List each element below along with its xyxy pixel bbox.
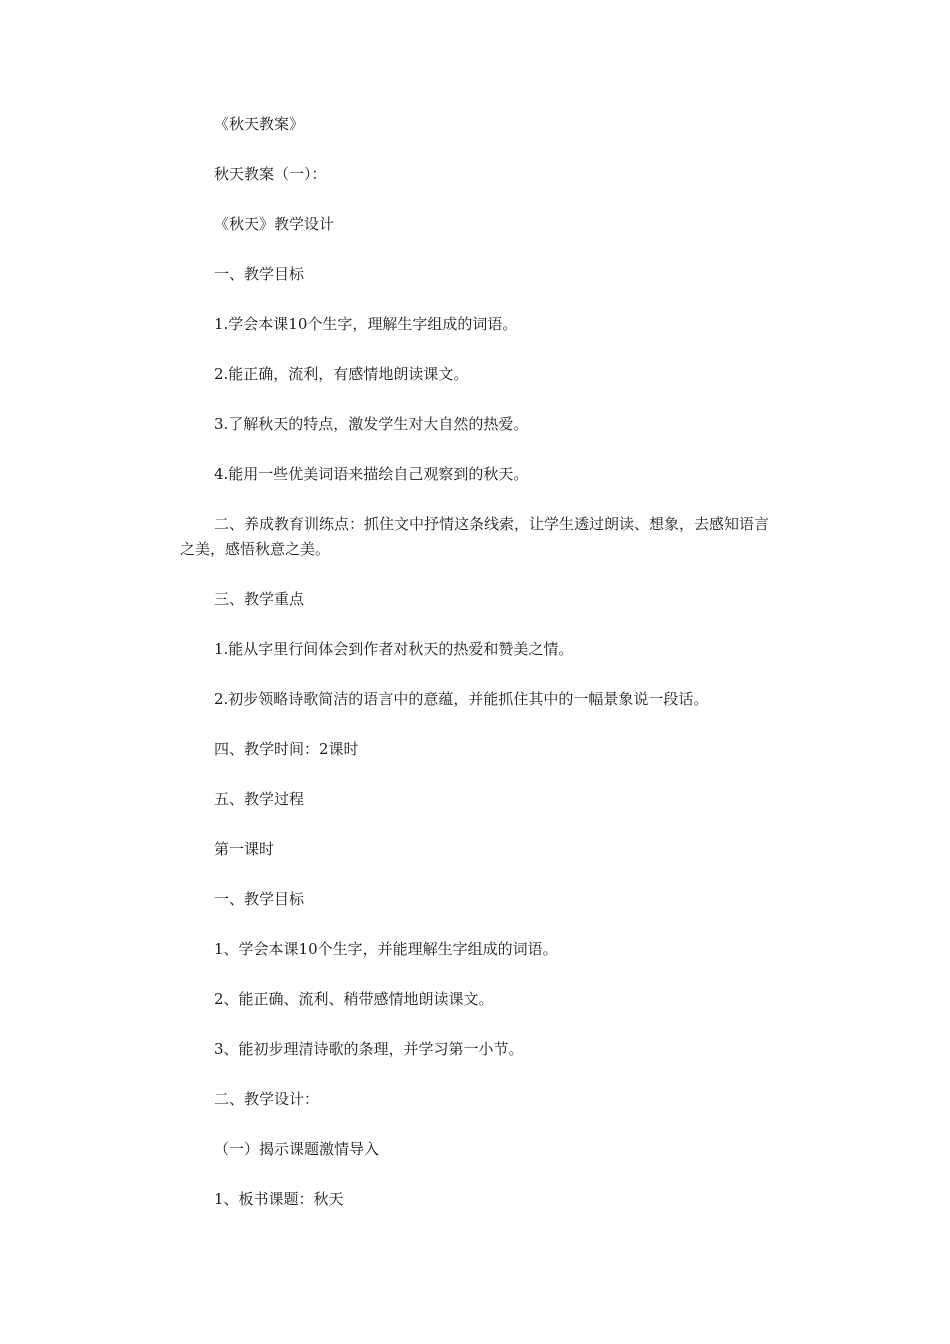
paragraph: 二、养成教育训练点：抓住文中抒情这条线索，让学生透过朗读、想象，去感知语言之美，感悟秋意之美。	[180, 515, 770, 558]
paragraph: 3、能初步理清诗歌的条理，并学习第一小节。	[214, 1040, 524, 1058]
paragraph: 1.学会本课10个生字，理解生字组成的词语。	[214, 315, 518, 333]
section-heading: 五、教学过程	[214, 790, 305, 808]
section-heading: （一）揭示课题激情导入	[214, 1140, 380, 1158]
paragraph: 2.初步领略诗歌简洁的语言中的意蕴，并能抓住其中的一幅景象说一段话。	[214, 690, 709, 708]
section-heading: 二、教学设计：	[214, 1090, 320, 1108]
section-heading: 一、教学目标	[214, 890, 305, 908]
paragraph: 1、板书课题：秋天	[214, 1190, 344, 1208]
document-title: 《秋天教案》	[214, 115, 305, 133]
paragraph: 1、学会本课10个生字，并能理解生字组成的词语。	[214, 940, 558, 958]
paragraph: 2.能正确，流利，有感情地朗读课文。	[214, 365, 469, 383]
section-heading: 三、教学重点	[214, 590, 305, 608]
section-heading: 一、教学目标	[214, 265, 305, 283]
paragraph: 2、能正确、流利、稍带感情地朗读课文。	[214, 990, 494, 1008]
paragraph: 4.能用一些优美词语来描绘自己观察到的秋天。	[214, 465, 529, 483]
section-heading: 四、教学时间：2课时	[214, 740, 359, 758]
paragraph: 1.能从字里行间体会到作者对秋天的热爱和赞美之情。	[214, 640, 574, 658]
section-heading: 《秋天》教学设计	[214, 215, 335, 233]
paragraph: 3.了解秋天的特点，激发学生对大自然的热爱。	[214, 415, 529, 433]
section-heading: 秋天教案（一）：	[214, 165, 327, 183]
section-heading: 第一课时	[214, 840, 275, 858]
document-body	[180, 112, 780, 1237]
